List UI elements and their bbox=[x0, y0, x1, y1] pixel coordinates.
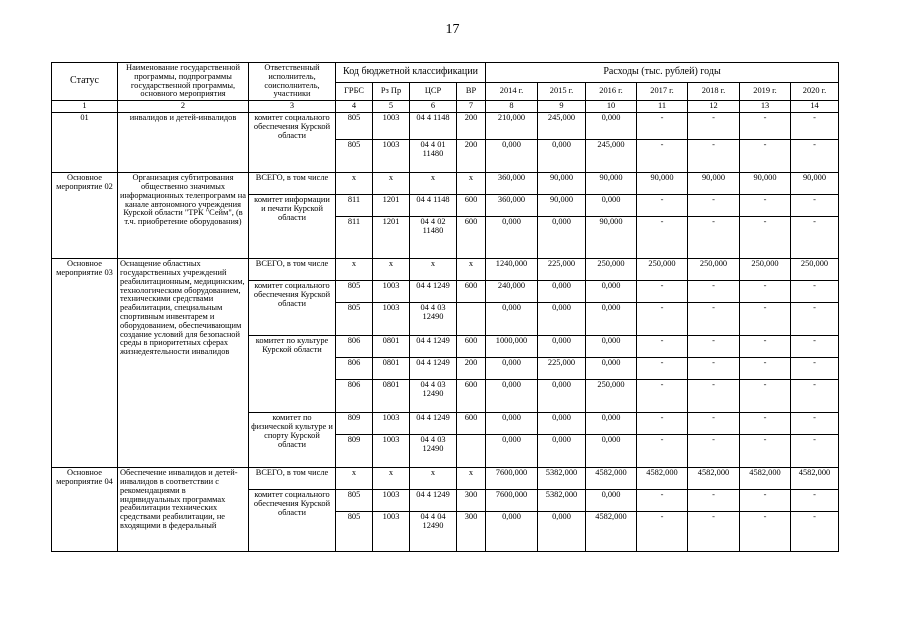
year-value-cell: 250,000 bbox=[637, 259, 688, 281]
header-year: 2018 г. bbox=[688, 83, 740, 101]
csr-cell: 04 4 03 12490 bbox=[410, 435, 457, 468]
year-value-cell: - bbox=[637, 336, 688, 358]
rzpr-cell: 1003 bbox=[373, 140, 410, 173]
year-value-cell: - bbox=[688, 113, 740, 140]
col-number: 13 bbox=[740, 101, 791, 113]
status-cell: Основное мероприятие 03 bbox=[52, 259, 118, 468]
year-value-cell: - bbox=[791, 435, 839, 468]
year-value-cell: 0,000 bbox=[586, 413, 637, 435]
year-value-cell: - bbox=[688, 380, 740, 413]
header-year: 2019 г. bbox=[740, 83, 791, 101]
vr-cell: х bbox=[457, 173, 486, 195]
vr-cell: х bbox=[457, 468, 486, 490]
executor-cell: ВСЕГО, в том числе bbox=[249, 259, 336, 281]
col-number: 12 bbox=[688, 101, 740, 113]
vr-cell: 200 bbox=[457, 358, 486, 380]
year-value-cell: 250,000 bbox=[586, 380, 637, 413]
grbs-cell: 805 bbox=[336, 512, 373, 552]
year-value-cell: 0,000 bbox=[486, 217, 538, 259]
year-value-cell: 250,000 bbox=[740, 259, 791, 281]
budget-table bbox=[51, 62, 839, 552]
header-year: 2016 г. bbox=[586, 83, 637, 101]
rzpr-cell: 0801 bbox=[373, 380, 410, 413]
rzpr-cell: 1003 bbox=[373, 413, 410, 435]
year-value-cell: - bbox=[740, 113, 791, 140]
rzpr-cell: 1003 bbox=[373, 490, 410, 512]
year-value-cell: - bbox=[740, 281, 791, 303]
year-value-cell: - bbox=[688, 336, 740, 358]
year-value-cell: - bbox=[688, 195, 740, 217]
grbs-cell: х bbox=[336, 468, 373, 490]
program-name-cell: Оснащение областных государственных учреждений реабилитационным, медицинским, технологическим оборудованием, техническими средствами реабилитации, специальным спортивным инвентарем и оборудованием, обеспечивающим создание условий для безопасной среды в приоритетных сферах жизнедеятельности инвалидов bbox=[118, 259, 249, 468]
year-value-cell: 245,000 bbox=[586, 140, 637, 173]
year-value-cell: 4582,000 bbox=[740, 468, 791, 490]
year-value-cell: - bbox=[791, 512, 839, 552]
vr-cell: 200 bbox=[457, 140, 486, 173]
rzpr-cell: 1201 bbox=[373, 195, 410, 217]
year-value-cell: - bbox=[791, 490, 839, 512]
year-value-cell: - bbox=[688, 140, 740, 173]
year-value-cell: - bbox=[791, 113, 839, 140]
year-value-cell: 0,000 bbox=[586, 195, 637, 217]
year-value-cell: 4582,000 bbox=[791, 468, 839, 490]
year-value-cell: 1240,000 bbox=[486, 259, 538, 281]
col-number: 14 bbox=[791, 101, 839, 113]
page-number: 17 bbox=[445, 22, 460, 37]
program-name-cell: Обеспечение инвалидов и детей-инвалидов в соответствии с рекомендациями в индивидуальных программах реабилитации технических средствами реабилитации, не входящими в федеральный bbox=[118, 468, 249, 552]
year-value-cell: 4582,000 bbox=[688, 468, 740, 490]
csr-cell: 04 4 03 12490 bbox=[410, 303, 457, 336]
year-value-cell: - bbox=[791, 195, 839, 217]
col-number: 2 bbox=[118, 101, 249, 113]
year-value-cell: 210,000 bbox=[486, 113, 538, 140]
rzpr-cell: 1003 bbox=[373, 303, 410, 336]
year-value-cell: 0,000 bbox=[538, 435, 586, 468]
vr-cell: 600 bbox=[457, 380, 486, 413]
col-number: 11 bbox=[637, 101, 688, 113]
year-value-cell: - bbox=[740, 435, 791, 468]
table-row bbox=[52, 113, 839, 140]
grbs-cell: х bbox=[336, 259, 373, 281]
rzpr-cell: 1201 bbox=[373, 217, 410, 259]
header-rzpr: Рз Пр bbox=[373, 83, 410, 101]
col-number: 3 bbox=[249, 101, 336, 113]
year-value-cell: 90,000 bbox=[538, 195, 586, 217]
year-value-cell: 225,000 bbox=[538, 358, 586, 380]
year-value-cell: 90,000 bbox=[791, 173, 839, 195]
year-value-cell: 0,000 bbox=[586, 435, 637, 468]
year-value-cell: 0,000 bbox=[586, 303, 637, 336]
grbs-cell: 809 bbox=[336, 435, 373, 468]
year-value-cell: 0,000 bbox=[486, 358, 538, 380]
status-cell: Основное мероприятие 02 bbox=[52, 173, 118, 259]
vr-cell: 600 bbox=[457, 336, 486, 358]
csr-cell: х bbox=[410, 259, 457, 281]
csr-cell: х bbox=[410, 173, 457, 195]
year-value-cell: 245,000 bbox=[538, 113, 586, 140]
executor-cell: ВСЕГО, в том числе bbox=[249, 173, 336, 195]
rzpr-cell: х bbox=[373, 173, 410, 195]
column-number-row bbox=[52, 101, 839, 113]
year-value-cell: 0,000 bbox=[538, 380, 586, 413]
table-row bbox=[52, 173, 839, 195]
col-number: 9 bbox=[538, 101, 586, 113]
year-value-cell: - bbox=[637, 435, 688, 468]
year-value-cell: - bbox=[791, 358, 839, 380]
year-value-cell: - bbox=[637, 413, 688, 435]
year-value-cell: 4582,000 bbox=[637, 468, 688, 490]
header-csr: ЦСР bbox=[410, 83, 457, 101]
year-value-cell: 5382,000 bbox=[538, 490, 586, 512]
status-cell: Основное мероприятие 04 bbox=[52, 468, 118, 552]
header-year: 2014 г. bbox=[486, 83, 538, 101]
grbs-cell: 809 bbox=[336, 413, 373, 435]
year-value-cell: 0,000 bbox=[538, 413, 586, 435]
year-value-cell: 0,000 bbox=[586, 281, 637, 303]
csr-cell: 04 4 1148 bbox=[410, 195, 457, 217]
table-row bbox=[52, 259, 839, 281]
header-year: 2015 г. bbox=[538, 83, 586, 101]
year-value-cell: - bbox=[637, 113, 688, 140]
grbs-cell: 805 bbox=[336, 303, 373, 336]
year-value-cell: - bbox=[637, 281, 688, 303]
header-year: 2020 г. bbox=[791, 83, 839, 101]
vr-cell bbox=[457, 435, 486, 468]
year-value-cell: - bbox=[637, 358, 688, 380]
year-value-cell: 0,000 bbox=[538, 512, 586, 552]
year-value-cell: - bbox=[791, 303, 839, 336]
year-value-cell: 0,000 bbox=[486, 435, 538, 468]
vr-cell: 600 bbox=[457, 413, 486, 435]
col-number: 5 bbox=[373, 101, 410, 113]
grbs-cell: 805 bbox=[336, 140, 373, 173]
grbs-cell: 805 bbox=[336, 281, 373, 303]
year-value-cell: 0,000 bbox=[538, 281, 586, 303]
header-vr: ВР bbox=[457, 83, 486, 101]
year-value-cell: 1000,000 bbox=[486, 336, 538, 358]
executor-cell: комитет информации и печати Курской области bbox=[249, 195, 336, 259]
year-value-cell: - bbox=[740, 140, 791, 173]
year-value-cell: - bbox=[688, 358, 740, 380]
grbs-cell: 811 bbox=[336, 195, 373, 217]
grbs-cell: 805 bbox=[336, 113, 373, 140]
csr-cell: 04 4 1249 bbox=[410, 413, 457, 435]
year-value-cell: - bbox=[637, 380, 688, 413]
vr-cell: 600 bbox=[457, 195, 486, 217]
rzpr-cell: 1003 bbox=[373, 512, 410, 552]
year-value-cell: - bbox=[688, 490, 740, 512]
status-cell: 01 bbox=[52, 113, 118, 173]
program-name-cell: инвалидов и детей-инвалидов bbox=[118, 113, 249, 173]
col-number: 10 bbox=[586, 101, 637, 113]
year-value-cell: 250,000 bbox=[688, 259, 740, 281]
year-value-cell: 0,000 bbox=[486, 512, 538, 552]
year-value-cell: - bbox=[637, 490, 688, 512]
executor-cell: ВСЕГО, в том числе bbox=[249, 468, 336, 490]
year-value-cell: - bbox=[740, 490, 791, 512]
rzpr-cell: 1003 bbox=[373, 435, 410, 468]
year-value-cell: 90,000 bbox=[586, 217, 637, 259]
year-value-cell: - bbox=[740, 512, 791, 552]
year-value-cell: - bbox=[688, 217, 740, 259]
csr-cell: 04 4 1249 bbox=[410, 281, 457, 303]
grbs-cell: 806 bbox=[336, 380, 373, 413]
table-header bbox=[52, 63, 839, 113]
year-value-cell: - bbox=[791, 413, 839, 435]
rzpr-cell: 1003 bbox=[373, 281, 410, 303]
year-value-cell: - bbox=[791, 281, 839, 303]
year-value-cell: - bbox=[637, 217, 688, 259]
year-value-cell: - bbox=[740, 217, 791, 259]
year-value-cell: 0,000 bbox=[586, 113, 637, 140]
table-row bbox=[52, 468, 839, 490]
year-value-cell: 360,000 bbox=[486, 173, 538, 195]
grbs-cell: 806 bbox=[336, 358, 373, 380]
year-value-cell: 0,000 bbox=[486, 413, 538, 435]
csr-cell: 04 4 1148 bbox=[410, 113, 457, 140]
vr-cell: х bbox=[457, 259, 486, 281]
year-value-cell: 0,000 bbox=[538, 303, 586, 336]
grbs-cell: 805 bbox=[336, 490, 373, 512]
col-number: 7 bbox=[457, 101, 486, 113]
year-value-cell: - bbox=[740, 336, 791, 358]
year-value-cell: - bbox=[637, 195, 688, 217]
year-value-cell: 4582,000 bbox=[586, 512, 637, 552]
year-value-cell: 0,000 bbox=[486, 140, 538, 173]
year-value-cell: 240,000 bbox=[486, 281, 538, 303]
year-value-cell: - bbox=[637, 140, 688, 173]
csr-cell: 04 4 03 12490 bbox=[410, 380, 457, 413]
vr-cell: 600 bbox=[457, 281, 486, 303]
year-value-cell: - bbox=[688, 413, 740, 435]
rzpr-cell: 1003 bbox=[373, 113, 410, 140]
year-value-cell: 0,000 bbox=[586, 336, 637, 358]
year-value-cell: 90,000 bbox=[688, 173, 740, 195]
executor-cell: комитет по физической культуре и спорту Курской области bbox=[249, 413, 336, 468]
year-value-cell: - bbox=[740, 195, 791, 217]
vr-cell: 200 bbox=[457, 113, 486, 140]
rzpr-cell: х bbox=[373, 259, 410, 281]
year-value-cell: 0,000 bbox=[486, 303, 538, 336]
year-value-cell: - bbox=[688, 512, 740, 552]
vr-cell: 300 bbox=[457, 490, 486, 512]
year-value-cell: 4582,000 bbox=[586, 468, 637, 490]
year-value-cell: 0,000 bbox=[586, 358, 637, 380]
year-value-cell: 250,000 bbox=[791, 259, 839, 281]
header-year: 2017 г. bbox=[637, 83, 688, 101]
rzpr-cell: 0801 bbox=[373, 358, 410, 380]
year-value-cell: 250,000 bbox=[586, 259, 637, 281]
csr-cell: х bbox=[410, 468, 457, 490]
year-value-cell: 90,000 bbox=[740, 173, 791, 195]
rzpr-cell: 0801 bbox=[373, 336, 410, 358]
year-value-cell: - bbox=[740, 380, 791, 413]
year-value-cell: - bbox=[688, 281, 740, 303]
year-value-cell: - bbox=[740, 413, 791, 435]
vr-cell bbox=[457, 303, 486, 336]
vr-cell: 300 bbox=[457, 512, 486, 552]
year-value-cell: 90,000 bbox=[586, 173, 637, 195]
year-value-cell: 0,000 bbox=[538, 336, 586, 358]
year-value-cell: - bbox=[637, 512, 688, 552]
csr-cell: 04 4 1249 bbox=[410, 358, 457, 380]
csr-cell: 04 4 04 12490 bbox=[410, 512, 457, 552]
year-value-cell: 7600,000 bbox=[486, 490, 538, 512]
col-number: 1 bbox=[52, 101, 118, 113]
col-number: 8 bbox=[486, 101, 538, 113]
year-value-cell: 5382,000 bbox=[538, 468, 586, 490]
year-value-cell: 90,000 bbox=[637, 173, 688, 195]
year-value-cell: - bbox=[688, 435, 740, 468]
grbs-cell: 806 bbox=[336, 336, 373, 358]
year-value-cell: - bbox=[688, 303, 740, 336]
header-executor: Ответственный исполнитель, соисполнитель, участники bbox=[249, 63, 336, 101]
year-value-cell: 90,000 bbox=[538, 173, 586, 195]
year-value-cell: 0,000 bbox=[538, 140, 586, 173]
year-value-cell: - bbox=[791, 380, 839, 413]
header-status: Статус bbox=[52, 63, 118, 101]
header-budget-code: Код бюджетной классификации bbox=[336, 63, 486, 83]
col-number: 6 bbox=[410, 101, 457, 113]
year-value-cell: 7600,000 bbox=[486, 468, 538, 490]
program-name-cell: Организация субтитрования общественно значимых информационных телепрограмм на канале автономного учреждения Курской области "ТРК "Сейм", (в т.ч. приобретение оборудования) bbox=[118, 173, 249, 259]
year-value-cell: 360,000 bbox=[486, 195, 538, 217]
year-value-cell: - bbox=[637, 303, 688, 336]
csr-cell: 04 4 1249 bbox=[410, 490, 457, 512]
executor-cell: комитет социального обеспечения Курской области bbox=[249, 281, 336, 336]
header-program: Наименование государственной программы, подпрограммы государственной программы, основного мероприятия bbox=[118, 63, 249, 101]
csr-cell: 04 4 01 11480 bbox=[410, 140, 457, 173]
vr-cell: 600 bbox=[457, 217, 486, 259]
year-value-cell: - bbox=[791, 217, 839, 259]
header-expenses: Расходы (тыс. рублей) годы bbox=[486, 63, 839, 83]
year-value-cell: - bbox=[740, 303, 791, 336]
col-number: 4 bbox=[336, 101, 373, 113]
year-value-cell: 0,000 bbox=[586, 490, 637, 512]
executor-cell: комитет социального обеспечения Курской области bbox=[249, 113, 336, 173]
grbs-cell: 811 bbox=[336, 217, 373, 259]
year-value-cell: 0,000 bbox=[538, 217, 586, 259]
year-value-cell: - bbox=[791, 336, 839, 358]
executor-cell: комитет социального обеспечения Курской области bbox=[249, 490, 336, 552]
year-value-cell: 225,000 bbox=[538, 259, 586, 281]
year-value-cell: - bbox=[791, 140, 839, 173]
csr-cell: 04 4 02 11480 bbox=[410, 217, 457, 259]
year-value-cell: 0,000 bbox=[486, 380, 538, 413]
grbs-cell: х bbox=[336, 173, 373, 195]
header-grbs: ГРБС bbox=[336, 83, 373, 101]
executor-cell: комитет по культуре Курской области bbox=[249, 336, 336, 413]
rzpr-cell: х bbox=[373, 468, 410, 490]
csr-cell: 04 4 1249 bbox=[410, 336, 457, 358]
table-body bbox=[52, 113, 839, 552]
year-value-cell: - bbox=[740, 358, 791, 380]
